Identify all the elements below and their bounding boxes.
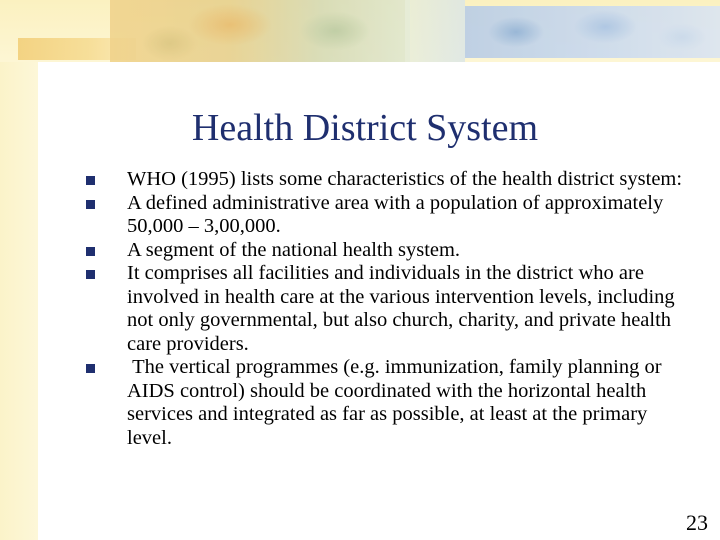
bullet-text: A defined administrative area with a population of approximately 50,000 – 3,00,000. xyxy=(127,191,664,237)
bullet-item xyxy=(86,168,696,192)
square-bullet-icon xyxy=(86,176,95,185)
bullet-item xyxy=(86,239,696,263)
square-bullet-icon xyxy=(86,200,95,209)
page-number: 23 xyxy=(686,510,708,535)
bullet-text: It comprises all facilities and individuals in the district who are involved in health care at the various intervention levels, including not only governmental, but also church, charity, and private health care providers. xyxy=(127,262,675,355)
square-bullet-icon xyxy=(86,247,95,256)
bullet-item xyxy=(86,192,696,239)
blue-floral-decoration-image xyxy=(465,6,720,58)
bullet-item xyxy=(86,262,696,356)
left-decorative-band xyxy=(0,0,38,540)
slide-title: Health District System xyxy=(191,107,539,149)
bullet-text: The vertical programmes (e.g. immunization, family planning or AIDS control) should be coordinated with the horizontal health services and integrated as far as possible, at least at the primary level. xyxy=(127,356,666,449)
bullet-item xyxy=(86,356,696,450)
square-bullet-icon xyxy=(86,270,95,279)
faded-decoration-image xyxy=(405,0,465,62)
bullet-list xyxy=(86,168,696,450)
square-bullet-icon xyxy=(86,364,95,373)
leaf-decoration-image xyxy=(110,0,410,62)
bullet-text: WHO (1995) lists some characteristics of the health district system: xyxy=(127,168,683,190)
bullet-text: A segment of the national health system. xyxy=(127,238,461,261)
